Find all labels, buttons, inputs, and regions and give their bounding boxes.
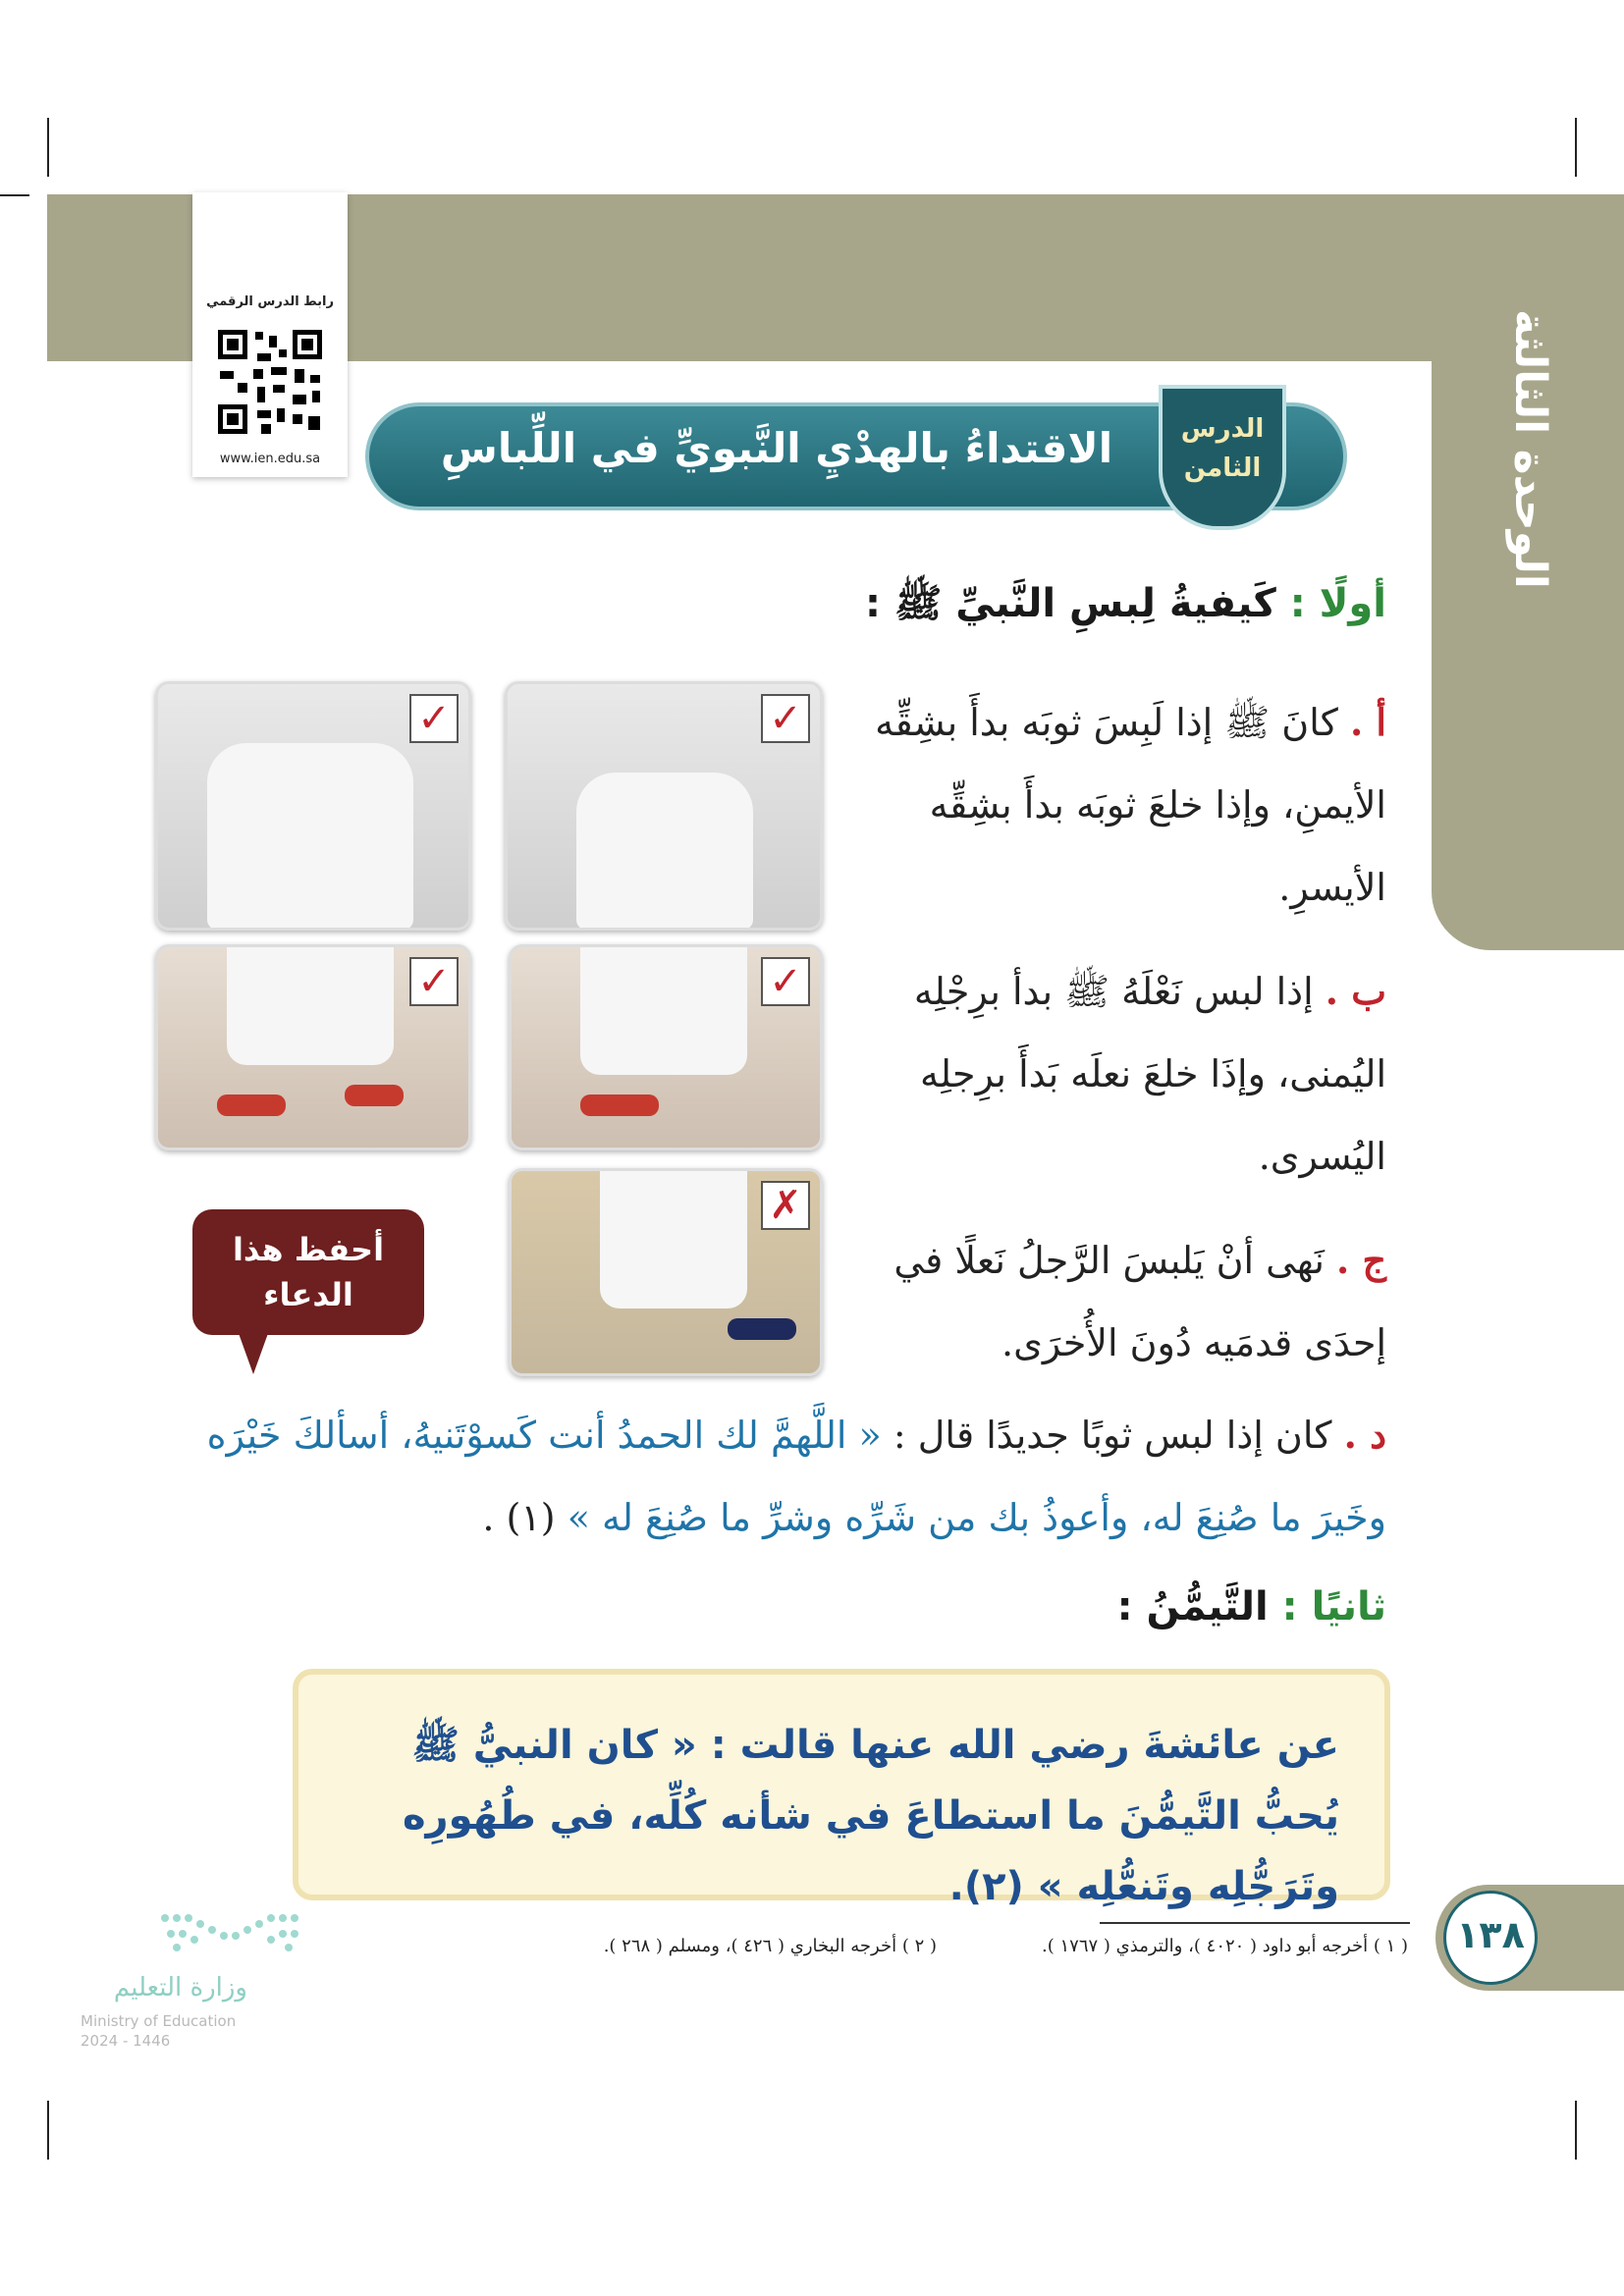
item-letter: د .	[1343, 1413, 1386, 1457]
crop-mark	[0, 194, 29, 196]
memorize-text: أحفظ هذا الدعاء	[232, 1231, 385, 1313]
cross-mark-icon: ✗	[761, 1181, 810, 1230]
ministry-logo-icon	[161, 1908, 318, 1957]
ministry-name: وزارة التعليم	[113, 1973, 247, 2002]
footnote-ref-1: (١) .	[482, 1496, 556, 1539]
sandal	[217, 1095, 286, 1116]
item-letter: ج .	[1336, 1238, 1386, 1282]
sandal	[728, 1318, 796, 1340]
item-letter: ب .	[1325, 969, 1386, 1013]
check-mark-icon: ✓	[409, 957, 459, 1006]
crop-mark	[47, 2101, 49, 2160]
item-letter: أ .	[1349, 700, 1386, 744]
robe-figure	[600, 1171, 747, 1308]
robe-figure	[207, 743, 413, 930]
item-c	[864, 1219, 1386, 1384]
footnote-2: ( ٢ ) أخرجه البخاري ( ٤٢٦ )، ومسلم ( ٢٦٨ ).	[603, 1936, 937, 1956]
item-d-intro: كان إذا لبس ثوبًا جديدًا قال :	[893, 1414, 1332, 1457]
section-title-2: التَّيمُّنُ :	[1116, 1584, 1269, 1629]
robe-figure	[227, 947, 394, 1065]
footnote-1: ( ١ ) أخرجه أبو داود ( ٤٠٢٠ )، والترمذي ( ١٧٦٧ ).	[1042, 1936, 1408, 1956]
photo-sandal-right	[509, 944, 823, 1150]
section-heading-2	[785, 1584, 1386, 1629]
item-d	[192, 1394, 1386, 1559]
item-text: كانَ ﷺ إذا لَبِسَ ثوبَه بدأَ بشِقِّه الأيمنِ، وإذا خلعَ ثوبَه بدأَ بشِقِّه الأيسرِ.	[875, 701, 1386, 909]
item-text: إذا لبس نَعْلَهُ ﷺ بدأ برِجْلِه اليُمنى، وإذَا خلعَ نعلَه بَدأَ برِجلِه اليُسرى.	[913, 970, 1386, 1178]
crop-mark	[1575, 118, 1577, 177]
page-number: ١٣٨	[1456, 1913, 1525, 1956]
ministry-name-en: Ministry of Education	[81, 2012, 237, 2030]
photo-undressing-left	[155, 681, 471, 931]
photo-sandal-left	[155, 944, 471, 1150]
section-heading-1	[785, 579, 1386, 636]
item-b	[864, 950, 1386, 1198]
lesson-title: الاقتداءُ بالهدْيِ النَّبويِّ في اللِّباسِ	[440, 424, 1113, 472]
robe-figure	[576, 773, 753, 930]
check-mark-icon: ✓	[409, 694, 459, 743]
photo-one-sandal	[509, 1168, 823, 1376]
lesson-badge-line2: الثامن	[1183, 454, 1262, 483]
hadith-text: عن عائشةَ رضي الله عنها قالت : « كان النبيُّ ﷺ يُحبُّ التَّيمُّنَ ما استطاعَ في شأنه كُلِّه، في طُهُورِه وتَرَجُّلِه وتَنعُّلِه » (٢).	[402, 1723, 1339, 1909]
sandal	[345, 1085, 404, 1106]
qr-url[interactable]: www.ien.edu.sa	[219, 452, 321, 466]
qr-code-icon[interactable]	[214, 326, 326, 438]
qr-label: رابط الدرس الرقمي	[206, 294, 334, 309]
section-label-2: ثانيًا :	[1281, 1584, 1386, 1629]
crop-mark	[47, 118, 49, 177]
unit-title: الوحدة الثالثة	[1505, 309, 1555, 589]
dua-text: « اللَّهمَّ لك الحمدُ أنت كَسوْتَنيهُ، أسألكَ خَيْرَه وخَيرَ ما صُنِعَ له، وأعوذُ بك من شَرِّه وشرِّ ما صُنِعَ له »	[206, 1414, 1386, 1539]
photo-dressing-right	[505, 681, 823, 931]
section-title-1: كَيفيةُ لِبسِ النَّبيِّ ﷺ :	[865, 581, 1276, 626]
lesson-badge-line1: الدرس	[1180, 414, 1265, 444]
ministry-year: 2024 - 1446	[81, 2032, 171, 2050]
check-mark-icon: ✓	[761, 694, 810, 743]
sandal	[580, 1095, 659, 1116]
hadith-box	[293, 1669, 1390, 1909]
memorize-bubble-tail	[236, 1325, 271, 1374]
item-a	[864, 681, 1386, 929]
lesson-badge	[1159, 385, 1286, 530]
section-label-1: أولًا :	[1289, 581, 1386, 626]
memorize-bubble	[192, 1209, 424, 1335]
item-text: نَهى أنْ يَلبسَ الرَّجلُ نَعلًا في إحدَى قدمَيه دُونَ الأُخرَى.	[893, 1239, 1386, 1364]
page-number-circle	[1443, 1891, 1538, 1985]
qr-card[interactable]	[192, 192, 348, 477]
crop-mark	[1575, 2101, 1577, 2160]
robe-figure	[580, 947, 747, 1075]
check-mark-icon: ✓	[761, 957, 810, 1006]
footnote-rule	[1100, 1922, 1410, 1924]
